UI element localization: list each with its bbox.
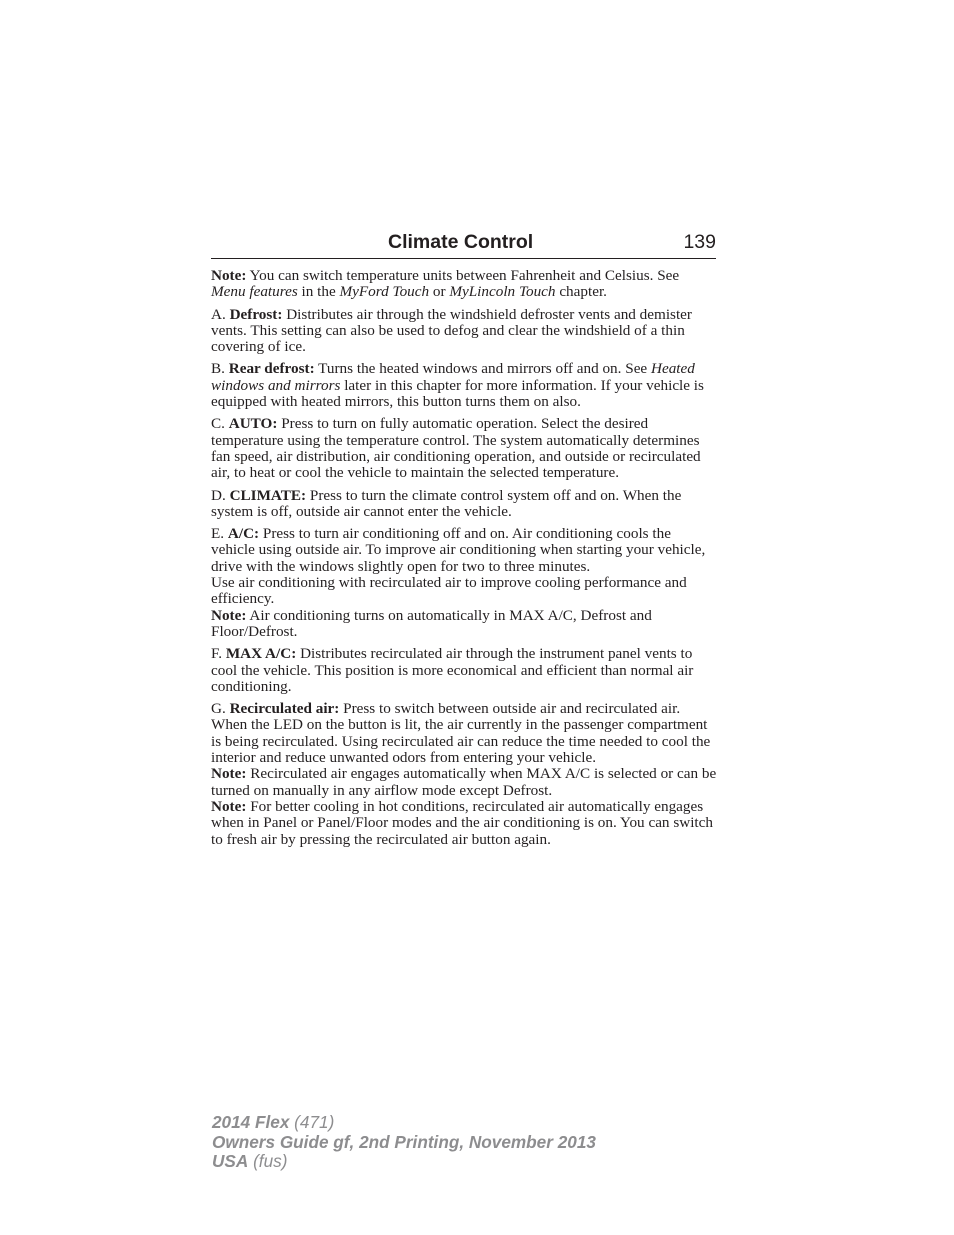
item-letter: D. xyxy=(211,486,230,504)
footer-market: USA xyxy=(212,1151,249,1171)
note-label: Note: xyxy=(211,797,247,815)
item-term: AUTO: xyxy=(228,415,278,433)
item-term: MAX A/C: xyxy=(225,645,297,663)
note-text: chapter. xyxy=(555,283,607,301)
item-max-ac xyxy=(211,646,717,695)
item-letter: F. xyxy=(211,645,226,663)
footer-model-line xyxy=(212,1113,596,1133)
item-auto xyxy=(211,416,717,481)
item-ac-extra: Use air conditioning with recirculated air to improve cooling performance and efficiency. xyxy=(211,574,687,608)
note-text: You can switch temperature units between Fahrenheit and Celsius. See xyxy=(246,267,680,284)
section-title: Climate Control xyxy=(388,231,534,253)
footer-model: 2014 Flex xyxy=(212,1112,290,1132)
note-text: Air conditioning turns on automatically in MAX A/C, Defrost and Floor/Defrost. xyxy=(211,606,652,640)
note-ac-auto xyxy=(211,608,717,641)
page-footer xyxy=(212,1113,596,1172)
page-body xyxy=(211,268,717,848)
item-text: Press to turn air conditioning off and on. Air conditioning cools the vehicle using outside air. To improve air conditioning when starting your vehicle, drive with the windows slightly open for two to three minutes. xyxy=(211,525,706,575)
item-text: Distributes air through the windshield defroster vents and demister vents. This setting can also be used to defog and clear the windshield of a thin covering of ice. xyxy=(211,305,692,356)
item-term: CLIMATE: xyxy=(229,486,307,504)
footer-market-code: (fus) xyxy=(248,1151,288,1171)
item-letter: C. xyxy=(211,415,229,433)
item-letter: E. xyxy=(211,525,228,543)
page-number: 139 xyxy=(683,231,716,253)
note-recirculated-max-ac xyxy=(211,766,717,799)
cross-reference: MyLincoln Touch xyxy=(449,283,556,301)
note-label: Note: xyxy=(211,606,247,624)
item-text: Press to turn the climate control system off and on. When the system is off, outside air cannot enter the vehicle. xyxy=(211,486,682,520)
footer-printing-line: Owners Guide gf, 2nd Printing, November 2013 xyxy=(212,1131,596,1152)
note-temperature-units xyxy=(211,268,717,301)
item-recirculated-air xyxy=(211,701,717,766)
item-term: A/C: xyxy=(227,525,260,543)
cross-reference: MyFord Touch xyxy=(339,283,430,301)
item-text: Turns the heated windows and mirrors off and on. See xyxy=(314,360,651,378)
item-text: later in this chapter for more information. If your vehicle is equipped with heated mirrors, this button turns them on also. xyxy=(211,376,704,411)
item-letter: B. xyxy=(211,360,229,378)
note-label: Note: xyxy=(211,267,247,284)
item-term: Recirculated air: xyxy=(229,700,340,718)
item-term: Rear defrost: xyxy=(228,360,315,378)
footer-market-line xyxy=(212,1152,596,1172)
page-header xyxy=(211,228,716,259)
item-defrost xyxy=(211,307,717,356)
item-ac xyxy=(211,526,717,575)
item-text: Press to turn on fully automatic operation. Select the desired temperature using the temperature control. The system automatically determines fan speed, air distribution, air conditioning operation, and outside or recirculated air, to heat or cool the vehicle to maintain the selected temperature. xyxy=(211,415,701,482)
note-recirculated-hot xyxy=(211,799,717,848)
note-text: Recirculated air engages automatically when MAX A/C is selected or can be turned on manually in any airflow mode except Defrost. xyxy=(211,765,717,799)
cross-reference: Heated windows and mirrors xyxy=(211,360,695,394)
item-term: Defrost: xyxy=(229,305,283,323)
item-letter: G. xyxy=(211,700,230,718)
cross-reference: Menu features xyxy=(211,283,298,301)
item-text: Distributes recirculated air through the instrument panel vents to cool the vehicle. This position is more economical and efficient than normal air conditioning. xyxy=(211,645,694,695)
note-label: Note: xyxy=(211,765,247,783)
item-text: Press to switch between outside air and recirculated air. When the LED on the button is lit, the air currently in the passenger compartment is being recirculated. Using recirculated air can reduce the time needed to cool the interior and reduce unwanted odors from entering your vehicle. xyxy=(211,700,711,767)
item-rear-defrost xyxy=(211,361,717,410)
note-text: For better cooling in hot conditions, recirculated air automatically engages when in Panel or Panel/Floor modes and the air conditioning is on. You can switch to fresh air by pressing the recirculated air button again. xyxy=(211,797,713,848)
item-letter: A. xyxy=(211,305,230,323)
footer-model-code: (471) xyxy=(289,1112,335,1132)
item-climate xyxy=(211,488,717,521)
note-text: or xyxy=(429,283,450,301)
note-text: in the xyxy=(297,283,340,301)
